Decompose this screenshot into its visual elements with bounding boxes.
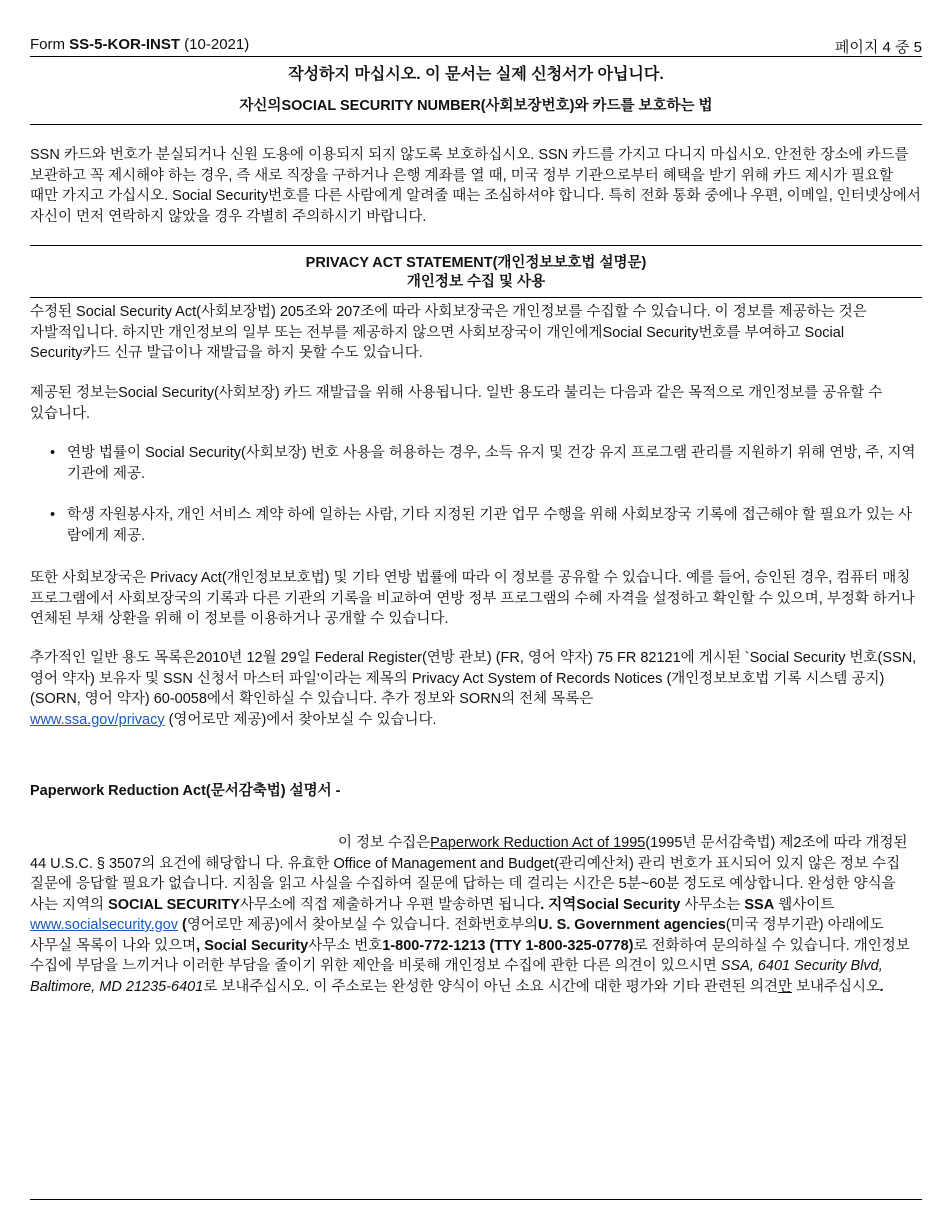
- ssa-mailing-address: SSA, 6401 Security Blvd, Baltimore, MD 21235-6401: [30, 958, 883, 995]
- privacy-paragraph-2: 제공된 정보는Social Security(사회보장) 카드 재발급을 위해 사용됩니다. 일반 용도라 불리는 다음과 같은 목적으로 개인정보를 공유할 수 있습니다.: [30, 385, 883, 422]
- privacy-paragraph-1: 수정된 Social Security Act(사회보장법) 205조와 207조에 따라 사회보장국은 개인정보를 수집할 수 있습니다. 이 정보를 제공하는 것은 자발적입니다. 하지만 개인정보의 일부 또는 전부를 제공하지 않으면 사회보장국이 개인에게Social Security번호를 부여하고 Social Security카드 신규 발급이나 재발급을 하지 못할 수도 있습니다.: [30, 304, 867, 361]
- privacy-act-title-line1: PRIVACY ACT STATEMENT(개인정보보호법 설명문): [305, 255, 647, 271]
- socialsecurity-gov-link[interactable]: www.socialsecurity.gov: [30, 917, 179, 933]
- privacy-title-rule: [30, 297, 922, 298]
- not-an-application-warning: 작성하지 마십시오. 이 문서는 실제 신청서가 아닙니다.: [288, 66, 664, 83]
- protect-title-rule: [30, 124, 922, 125]
- privacy-paragraph-4: 추가적인 일반 용도 목록은2010년 12월 29일 Federal Register(연방 관보) (FR, 영어 약자) 75 FR 82121에 게시된 `Social Security 번호(SSN, 영어 약자) 보유자 및 SSN 신청서 마스터 파일'이라는 제목의 Privacy Act System of Records Notices (개인정보보호법 기록 시스템 공지) (SORN, 영어 약자) 60-0058에서 확인하실 수 있습니다. 추가 정보와 SORN의 전체 목록은 www.ssa.gov/privacy (영어로만 제공)에서 찾아보실 수 있습니다.: [30, 650, 917, 728]
- protect-ssn-title: 자신의SOCIAL SECURITY NUMBER(사회보장번호)와 카드를 보호하는 법: [239, 98, 713, 114]
- bullet-icon: •: [50, 507, 56, 523]
- privacy-act-title: [30, 254, 922, 292]
- paperwork-reduction-act-body: 이 정보 수집은Paperwork Reduction Act of 1995(1995년 문서감축법) 제2조에 따라 개정된 44 U.S.C. § 3507의 요건에 해당합니 다. 유효한 Office of Management and Budget(관리예산처) 관리 번호가 표시되어 있지 않은 정보 수집 질문에 응답할 필요가 없습니다. 지침을 읽고 사실을 수집하여 질문에 답하는 데 걸리는 시간은 5분~60분 정도로 예상합니다. 완성한 양식을 사는 지역의 SOCIAL SECURITY사무소에 직접 제출하거나 우편 발송하면 됩니다. 지역Social Security 사무소는 SSA 웹사이트 www.socialsecurity.gov (영어로만 제공)에서 찾아보실 수 있습니다. 전화번호부의U. S. Government agencies(미국 정부기관) 아래에도 사무실 목록이 나와 있으며, Social Security사무소 번호1-800-772-1213 (TTY 1-800-325-0778)로 전화하여 문의하실 수 있습니다. 개인정보 수집에 부담을 느끼거나 이러한 부담을 줄이기 위한 제안을 비롯해 개인정보 수집에 관한 다른 의견이 있으시면 SSA, 6401 Security Blvd, Baltimore, MD 21235-6401로 보내주십시오. 이 주소로는 완성한 양식이 아닌 소요 시간에 대한 평가와 기타 관련된 의견만 보내주십시오.: [30, 835, 910, 995]
- paperwork-reduction-act-title: Paperwork Reduction Act(문서감축법) 설명서 -: [30, 783, 341, 799]
- privacy-bullet-2: • 학생 자원봉사자, 개인 서비스 계약 하에 일하는 사람, 기타 지정된 기관 업무 수행을 위해 사회보장국 기록에 접근해야 할 필요가 있는 사람에게 제공.: [50, 507, 913, 544]
- privacy-top-rule: [30, 245, 922, 246]
- form-identifier: Form SS-5-KOR-INST (10-2021): [30, 36, 250, 53]
- privacy-act-title-line2: 개인정보 수집 및 사용: [406, 274, 546, 290]
- header-rule: [30, 56, 922, 57]
- page-number: 페이지 4 중 5: [834, 39, 922, 56]
- ssa-privacy-link[interactable]: www.ssa.gov/privacy: [30, 711, 165, 728]
- footer-rule: [30, 1199, 922, 1200]
- privacy-bullet-1: • 연방 법률이 Social Security(사회보장) 번호 사용을 허용하는 경우, 소득 유지 및 건강 유지 프로그램 관리를 지원하기 위해 연방, 주, 지역 기관에 제공.: [50, 445, 916, 482]
- pra-1995-reference: Paperwork Reduction Act of 1995: [430, 835, 646, 851]
- privacy-paragraph-3: 또한 사회보장국은 Privacy Act(개인정보보호법) 및 기타 연방 법률에 따라 이 정보를 공유할 수 있습니다. 예를 들어, 승인된 경우, 컴퓨터 매칭 프로그램에서 사회보장국의 기록과 다른 기관의 기록을 비교하여 연방 정부 프로그램의 수혜 자격을 설정하고 확인할 수 있으며, 부정확 하거나 연체된 부채 상환을 위해 이 정보를 이용하거나 공개할 수 있습니다.: [30, 570, 915, 627]
- bullet-icon: •: [50, 445, 56, 461]
- protect-ssn-body: SSN 카드와 번호가 분실되거나 신원 도용에 이용되지 되지 않도록 보호하십시오. SSN 카드를 가지고 다니지 마십시오. 안전한 장소에 카드를 보관하고 꼭 제시해야 하는 경우, 즉 새로 직장을 구하거나 은행 계좌를 열 때, 미국 정부 기관으로부터 혜택을 받기 위해 카드 제시가 필요할 때만 가지고 가십시오. Social Security번호를 다른 사람에게 알려줄 때는 조심하셔야 합니다. 특히 전화 통화 중에나 우편, 이메일, 인터넷상에서 자신이 먼저 연락하지 않았을 경우 각별히 주의하시기 바랍니다.: [30, 147, 921, 225]
